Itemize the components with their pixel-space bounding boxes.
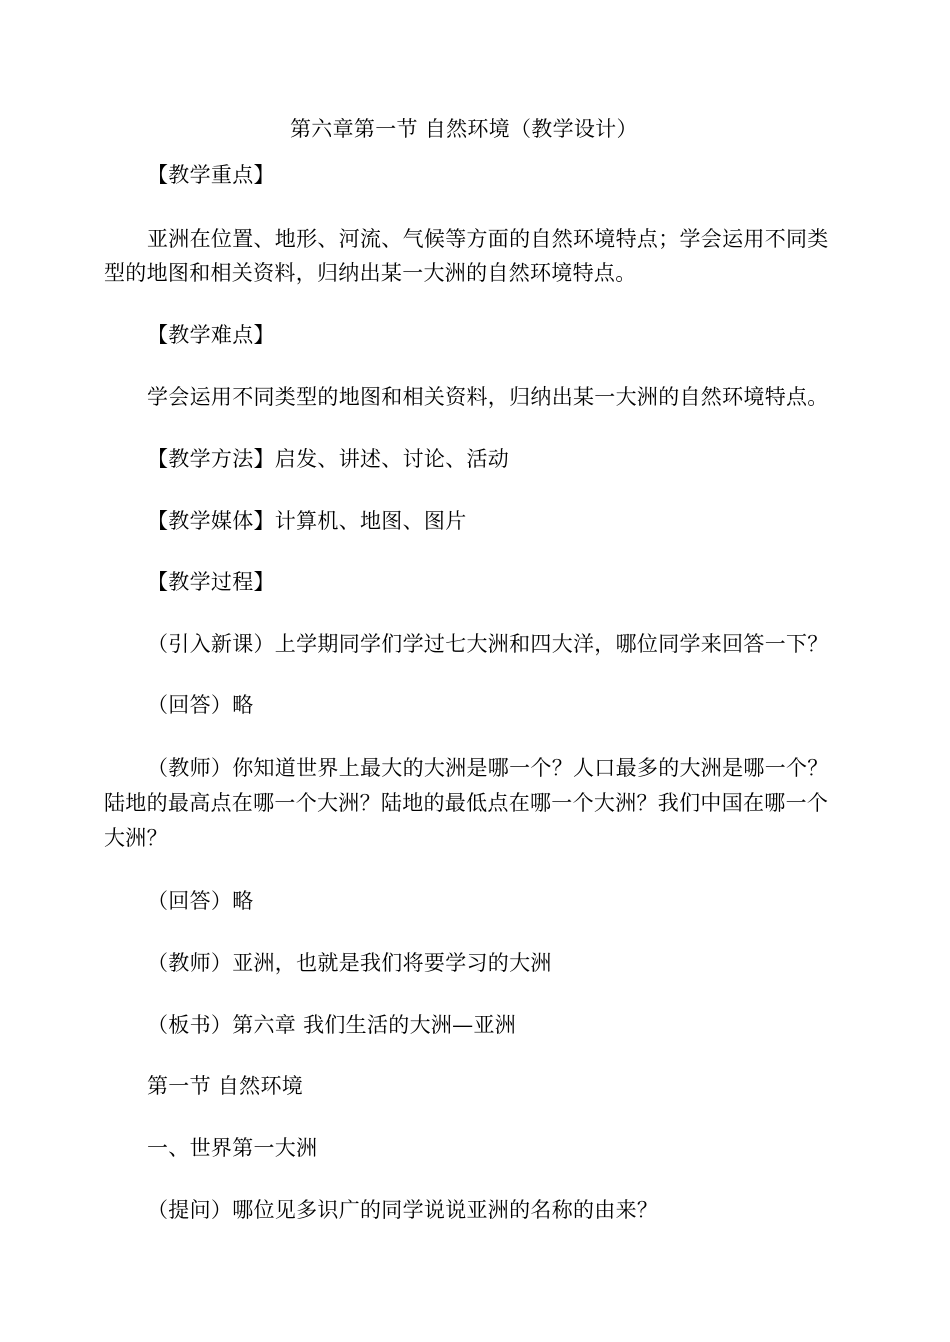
- paragraph-introduction: （引入新课）上学期同学们学过七大洲和四大洋，哪位同学来回答一下？: [147, 632, 829, 656]
- paragraph-question-name-origin: （提问）哪位见多识广的同学说说亚洲的名称的由来？: [147, 1198, 659, 1222]
- teaching-methods: 【教学方法】启发、讲述、讨论、活动: [147, 447, 510, 471]
- paragraph-answer-1: （回答）略: [147, 693, 254, 717]
- paragraph-answer-2: （回答）略: [147, 889, 254, 913]
- paragraph-board-writing: （板书）第六章 我们生活的大洲—亚洲: [147, 1013, 517, 1037]
- paragraph-focus-line-1: 亚洲在位置、地形、河流、气候等方面的自然环境特点；学会运用不同类: [147, 227, 829, 251]
- heading-teaching-difficulty: 【教学难点】: [147, 323, 275, 347]
- paragraph-teacher-question-line-1: （教师）你知道世界上最大的大洲是哪一个？人口最多的大洲是哪一个？: [147, 756, 829, 780]
- paragraph-teacher-asia: （教师）亚洲，也就是我们将要学习的大洲: [147, 951, 552, 975]
- paragraph-teacher-question-line-3: 大洲？: [104, 826, 168, 850]
- section-heading-natural-environment: 第一节 自然环境: [147, 1074, 304, 1098]
- paragraph-teacher-question-line-2: 陆地的最高点在哪一个大洲？陆地的最低点在哪一个大洲？我们中国在哪一个: [104, 791, 829, 815]
- subsection-heading-largest-continent: 一、世界第一大洲: [147, 1136, 318, 1160]
- heading-teaching-process: 【教学过程】: [147, 570, 275, 594]
- document-title: 第六章第一节 自然环境（教学设计）: [290, 117, 638, 141]
- heading-teaching-focus: 【教学重点】: [147, 163, 275, 187]
- teaching-media: 【教学媒体】计算机、地图、图片: [147, 509, 467, 533]
- paragraph-difficulty: 学会运用不同类型的地图和相关资料，归纳出某一大洲的自然环境特点。: [147, 385, 829, 409]
- paragraph-focus-line-2: 型的地图和相关资料，归纳出某一大洲的自然环境特点。: [104, 261, 637, 285]
